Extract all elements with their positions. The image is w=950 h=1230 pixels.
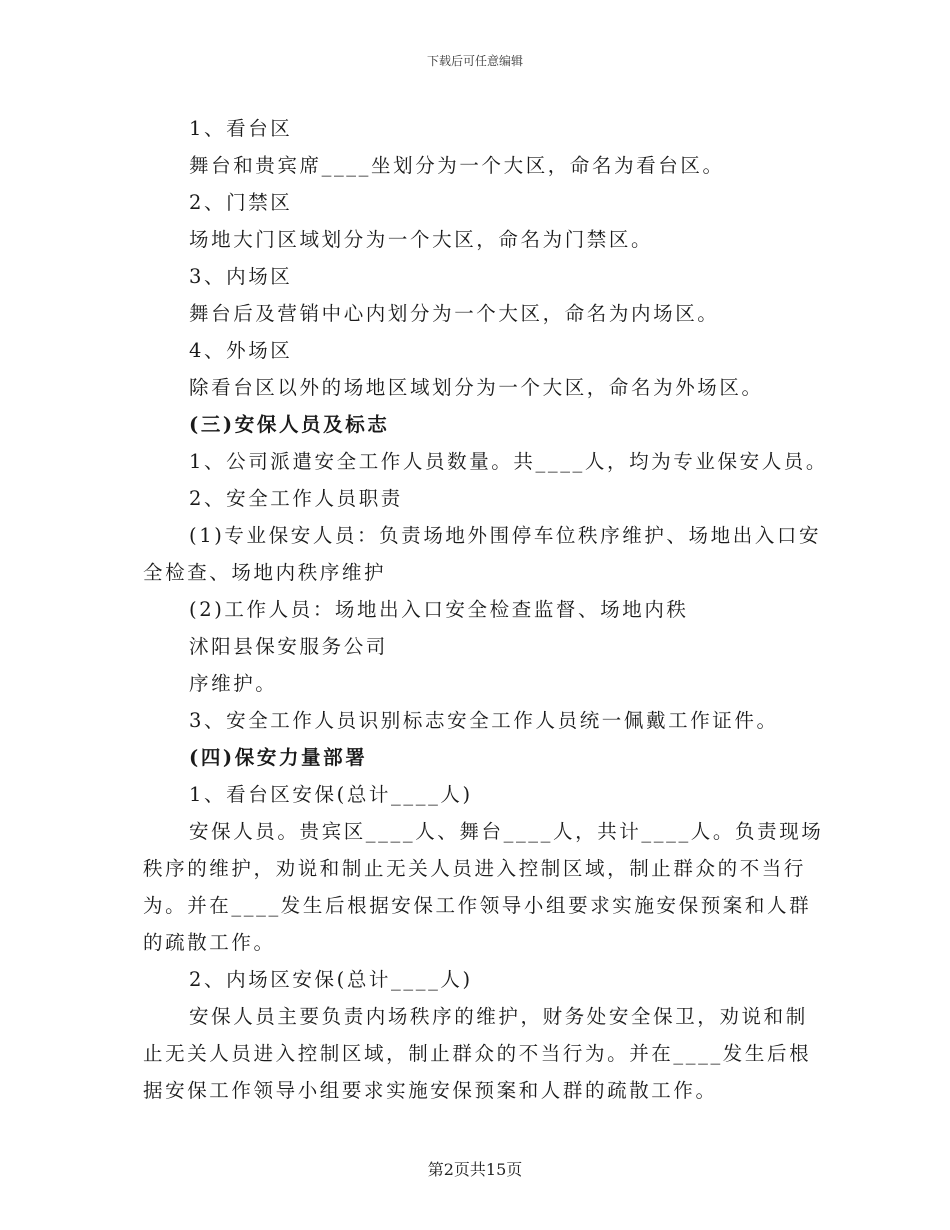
text-line: 止无关人员进入控制区域，制止群众的不当行为。并在____发生后根 (143, 1042, 812, 1065)
section-heading: (四)保安力量部署 (189, 746, 368, 769)
document-body (143, 110, 829, 1109)
text-line: 3、内场区 (189, 265, 293, 288)
text-line: 2、门禁区 (189, 191, 293, 214)
text-line: 为。并在____发生后根据安保工作领导小组要求实施安保预案和人群 (143, 894, 812, 917)
text-line: 2、内场区安保(总计____人) (189, 968, 473, 991)
text-line: 3、安全工作人员识别标志安全工作人员统一佩戴工作证件。 (189, 709, 779, 732)
text-line: (2)工作人员：场地出入口安全检查监督、场地内秩 (189, 598, 689, 621)
page-header: 下载后可任意编辑 (426, 54, 523, 68)
text-line: 2、安全工作人员职责 (189, 487, 403, 510)
text-line: 1、看台区 (189, 117, 293, 140)
text-line: 舞台和贵宾席____坐划分为一个大区，命名为看台区。 (189, 154, 725, 177)
text-line: 舞台后及营销中心内划分为一个大区，命名为内场区。 (189, 302, 720, 325)
text-line: 秩序的维护，劝说和制止无关人员进入控制区域，制止群众的不当行 (143, 857, 807, 880)
text-line: 序维护。 (189, 672, 278, 695)
text-line: 沭阳县保安服务公司 (189, 635, 388, 658)
text-line: 全检查、场地内秩序维护 (143, 561, 387, 584)
text-line: (1)专业保安人员：负责场地外围停车位秩序维护、场地出入口安 (189, 524, 822, 547)
page-footer: 第2页共15页 (427, 1160, 523, 1179)
text-line: 安保人员主要负责内场秩序的维护，财务处安全保卫，劝说和制 (189, 1005, 808, 1028)
text-line: 安保人员。贵宾区____人、舞台____人，共计____人。负责现场 (189, 820, 824, 843)
text-line: 1、看台区安保(总计____人) (189, 783, 473, 806)
text-line: 场地大门区域划分为一个大区，命名为门禁区。 (189, 228, 654, 251)
text-line: 1、公司派遣安全工作人员数量。共____人，均为专业保安人员。 (189, 450, 829, 473)
text-line: 的疏散工作。 (143, 931, 276, 954)
text-line: 4、外场区 (189, 339, 293, 362)
section-heading: (三)安保人员及标志 (189, 413, 390, 436)
text-line: 除看台区以外的场地区域划分为一个大区，命名为外场区。 (189, 376, 764, 399)
text-line: 据安保工作领导小组要求实施安保预案和人群的疏散工作。 (143, 1079, 718, 1102)
